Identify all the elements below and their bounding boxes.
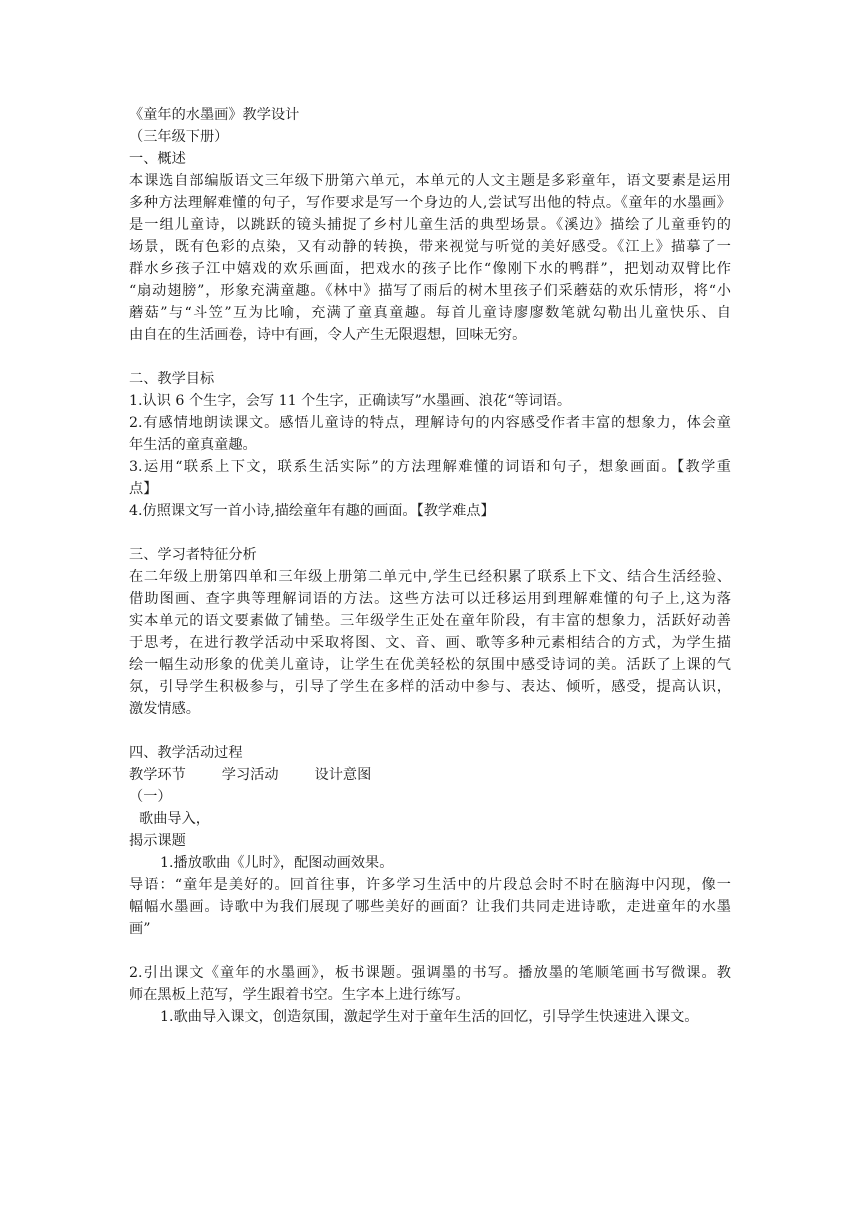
stage-name: 揭示课题	[129, 833, 186, 849]
activity-step: 师在黑板上范写，学生跟着书空。生字本上进行练写。	[129, 987, 470, 1003]
column-header-activity: 学习活动	[221, 767, 279, 783]
paragraph-spacer	[129, 720, 731, 742]
activity-step: 2.引出课文《童年的水墨画》，板书课题。强调墨的书写。播放墨的笔顺笔画书写微课。教	[129, 965, 731, 981]
paragraph-line: 于思考，在进行教学活动中采取将图、文、音、画、歌等多种元素相结合的方式，为学生描	[129, 635, 731, 651]
objective-line: 4.仿照课文写一首小诗,描绘童年有趣的画面。【教学难点】	[129, 503, 495, 519]
section-heading-process: 四、教学活动过程	[129, 745, 243, 761]
section-heading-learners: 三、学习者特征分析	[129, 547, 257, 563]
objective-line: 2.有感情地朗读课文。感悟儿童诗的特点，理解诗句的内容感受作者丰富的想象力，体会童	[129, 415, 731, 431]
column-header-stage: 教学环节	[129, 767, 186, 783]
objective-line: 点】	[129, 481, 158, 497]
paragraph-line: 多种方法理解难懂的句子，写作要求是写一个身边的人,尝试写出他的特点。《童年的水墨画》	[129, 195, 731, 211]
paragraph-line: 绘一幅生动形象的优美儿童诗，让学生在优美轻松的氛围中感受诗词的美。活跃了上课的气	[129, 657, 731, 673]
objective-line: 1.认识 6 个生字，会写 11 个生字，正确读写”水墨画、浪花“等词语。	[129, 393, 572, 409]
objective-line: 3.运用“联系上下文，联系生活实际”的方法理解难懂的词语和句子，想象画面。【教学重	[129, 459, 731, 475]
design-intent: 1.歌曲导入课文，创造氛围，激起学生对于童年生活的回忆，引导学生快速进入课文。	[160, 1009, 699, 1025]
guide-line: 导语：“童年是美好的。回首往事，许多学习生活中的片段总会时不时在脑海中闪现，像一	[129, 877, 731, 893]
activity-step: 1.播放歌曲《儿时》，配图动画效果。	[160, 855, 394, 871]
paragraph-line: 由自在的生活画卷，诗中有画，令人产生无限遐想，回味无穷。	[129, 327, 527, 343]
guide-line: 幅幅水墨画。诗歌中为我们展现了哪些美好的画面？让我们共同走进诗歌，走进童年的水墨	[129, 899, 731, 915]
objective-line: 年生活的童真童趣。	[129, 437, 257, 453]
paragraph-spacer	[129, 522, 731, 544]
stage-name: 歌曲导入，	[139, 811, 210, 827]
paragraph-spacer	[129, 940, 731, 962]
paragraph-line: 蘑菇”与“斗笠”互为比喻，充满了童真童趣。每首儿童诗廖廖数笔就勾勒出儿童快乐、自	[129, 305, 731, 321]
section-heading-overview: 一、概述	[129, 151, 186, 167]
document-title: 《童年的水墨画》教学设计	[129, 107, 300, 123]
process-column-headers	[129, 764, 731, 786]
paragraph-line: 本课选自部编版语文三年级下册第六单元，本单元的人文主题是多彩童年，语文要素是运用	[129, 173, 731, 189]
section-heading-objectives: 二、教学目标	[129, 371, 215, 387]
paragraph-line: 在二年级上册第四单和三年级上册第二单元中,学生已经积累了联系上下文、结合生活经验、	[129, 569, 731, 585]
guide-line: 画”	[129, 921, 151, 937]
paragraph-line: 群水乡孩子江中嬉戏的欢乐画面，把戏水的孩子比作“像刚下水的鸭群”，把划动双臂比作	[129, 261, 731, 277]
document-body	[129, 104, 731, 1028]
stage-index: （一）	[129, 789, 172, 805]
paragraph-line: 场景，既有色彩的点染，又有动静的转换，带来视觉与听觉的美好感受。《江上》描摹了一	[129, 239, 731, 255]
paragraph-line: 实本单元的语文要素做了铺垫。三年级学生正处在童年阶段，有丰富的想象力，活跃好动善	[129, 613, 731, 629]
column-header-intent: 设计意图	[314, 767, 372, 783]
document-subtitle: （三年级下册）	[129, 129, 229, 145]
paragraph-line: 氛，引导学生积极参与，引导了学生在多样的活动中参与、表达、倾听，感受，提高认识，	[129, 679, 731, 695]
paragraph-line: 激发情感。	[129, 701, 200, 717]
paragraph-spacer	[129, 346, 731, 368]
paragraph-line: 是一组儿童诗，以跳跃的镜头捕捉了乡村儿童生活的典型场景。《溪边》描绘了儿童垂钓的	[129, 217, 731, 233]
paragraph-line: 借助图画、查字典等理解词语的方法。这些方法可以迁移运用到理解难懂的句子上,这为落	[129, 591, 731, 607]
paragraph-line: “扇动翅膀”，形象充满童趣。《林中》描写了雨后的树木里孩子们采蘑菇的欢乐情形，将“小	[129, 283, 731, 299]
